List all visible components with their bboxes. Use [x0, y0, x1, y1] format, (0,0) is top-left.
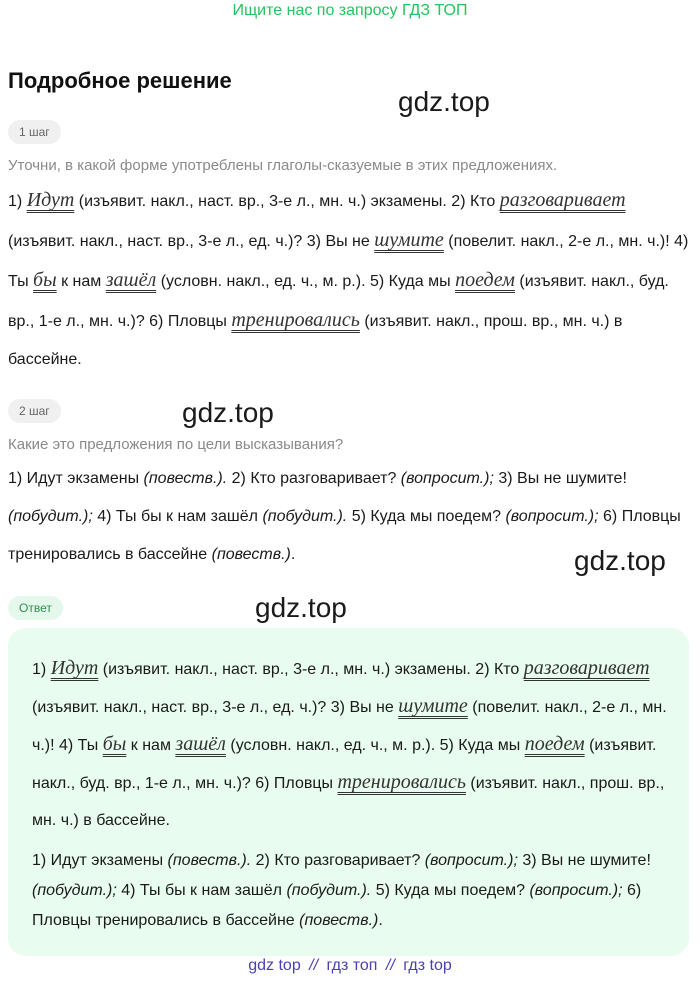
- text-segment: (условн. накл., ед. ч., м. р.). 5) Куда мы: [230, 737, 521, 754]
- text-segment: (изъявит. накл., прош. вр., мн. ч.) в бассейне.: [8, 313, 623, 368]
- purpose-mark: (вопросит.);: [505, 508, 599, 525]
- predicate: тренировались: [231, 309, 360, 331]
- footer-link[interactable]: gdz top: [248, 957, 301, 974]
- text-segment: (изъявит. накл., буд. вр., 1-е л., мн. ч.)? 6) Пловцы: [32, 737, 657, 792]
- page-title: Подробное решение: [8, 68, 232, 93]
- purpose-mark: (вопросит.);: [400, 470, 494, 487]
- predicate: поедем: [455, 269, 515, 291]
- watermark: gdz.top: [182, 397, 274, 428]
- text-segment: .: [290, 546, 296, 563]
- separator: //: [309, 957, 319, 974]
- purpose-mark: (побудит.).: [286, 882, 372, 899]
- watermark: gdz.top: [574, 545, 666, 576]
- predicate: разговаривает: [499, 189, 626, 211]
- answer-badge: Ответ: [8, 596, 63, 620]
- purpose-mark: (вопросит.);: [424, 852, 518, 869]
- step-prompt: Уточни, в какой форме употреблены глаголы-сказуемые в этих предложениях.: [8, 157, 558, 174]
- predicate: разговаривает: [523, 657, 650, 679]
- predicate: шумите: [374, 229, 444, 251]
- text-segment: 1): [8, 193, 23, 210]
- watermark: gdz.top: [255, 592, 347, 623]
- footer-link[interactable]: гдз топ: [326, 957, 378, 974]
- sentence: 5) Куда мы поедем?: [351, 508, 502, 525]
- sentence: 1) Идут экзамены: [32, 852, 164, 869]
- text-segment: (повелит. накл., 2-е л., мн. ч.)! 4) Ты: [8, 233, 689, 290]
- promo-banner[interactable]: Ищите нас по запросу ГДЗ ТОП: [232, 2, 468, 19]
- purpose-mark: (повеств.).: [143, 470, 228, 487]
- answer-solution-1: [32, 650, 672, 839]
- text-segment: (изъявит. накл., буд. вр., 1-е л., мн. ч.)? 6) Пловцы: [8, 273, 669, 330]
- sentence: 1) Идут экзамены: [8, 470, 140, 487]
- sentence: 2) Кто разговаривает?: [231, 470, 397, 487]
- predicate: тренировались: [337, 771, 466, 793]
- predicate: Идут: [26, 189, 75, 211]
- predicate: Идут: [50, 657, 99, 679]
- predicate: шумите: [398, 695, 468, 717]
- step2-solution: [8, 460, 692, 574]
- step1-solution: [8, 181, 692, 379]
- purpose-mark: (побудит.);: [8, 508, 93, 525]
- text-segment: (изъявит. накл., наст. вр., 3-е л., мн. ч.) экзамены. 2) Кто: [102, 661, 520, 678]
- purpose-mark: (вопросит.);: [529, 882, 623, 899]
- text-segment: (изъявит. накл., наст. вр., 3-е л., ед. ч.)? 3) Вы не: [8, 233, 370, 250]
- step-prompt: Какие это предложения по цели высказывания?: [8, 436, 344, 453]
- text-segment: (изъявит. накл., прош. вр., мн. ч.) в бассейне.: [32, 775, 665, 829]
- predicate: бы: [102, 733, 127, 755]
- text-segment: (изъявит. накл., наст. вр., 3-е л., мн. ч.) экзамены. 2) Кто: [78, 193, 496, 210]
- answer-solution-2: [32, 846, 672, 936]
- purpose-mark: (побудит.).: [262, 508, 348, 525]
- text-segment: .: [378, 912, 383, 929]
- sentence: 3) Вы не шумите!: [498, 470, 627, 487]
- step-badge: 1 шаг: [8, 120, 61, 144]
- footer-link[interactable]: гдз top: [403, 957, 452, 974]
- predicate: поедем: [524, 733, 585, 755]
- predicate: бы: [33, 269, 57, 291]
- sentence: 3) Вы не шумите!: [522, 852, 651, 869]
- sentence: 2) Кто разговаривает?: [255, 852, 421, 869]
- text-segment: к нам: [61, 273, 102, 290]
- purpose-mark: (повеств.): [211, 546, 291, 563]
- sentence: 6) Пловцы тренировались в бассейне: [32, 882, 642, 929]
- sentence: 6) Пловцы тренировались в бассейне: [8, 508, 681, 563]
- watermark: gdz.top: [398, 86, 490, 117]
- separator: //: [385, 957, 395, 974]
- text-segment: к нам: [130, 737, 171, 754]
- purpose-mark: (побудит.);: [32, 882, 117, 899]
- footer: [0, 957, 700, 975]
- text-segment: 1): [32, 661, 47, 678]
- sentence: 4) Ты бы к нам зашёл: [97, 508, 258, 525]
- purpose-mark: (повеств.): [299, 912, 379, 929]
- sentence: 4) Ты бы к нам зашёл: [121, 882, 282, 899]
- step-badge: 2 шаг: [8, 399, 61, 423]
- predicate: зашёл: [175, 733, 226, 755]
- text-segment: (повелит. накл., 2-е л., мн. ч.)! 4) Ты: [32, 699, 667, 754]
- text-segment: (изъявит. накл., наст. вр., 3-е л., ед. ч.)? 3) Вы не: [32, 699, 394, 716]
- purpose-mark: (повеств.).: [167, 852, 252, 869]
- sentence: 5) Куда мы поедем?: [375, 882, 526, 899]
- text-segment: (условн. накл., ед. ч., м. р.). 5) Куда мы: [160, 273, 451, 290]
- predicate: зашёл: [105, 269, 157, 291]
